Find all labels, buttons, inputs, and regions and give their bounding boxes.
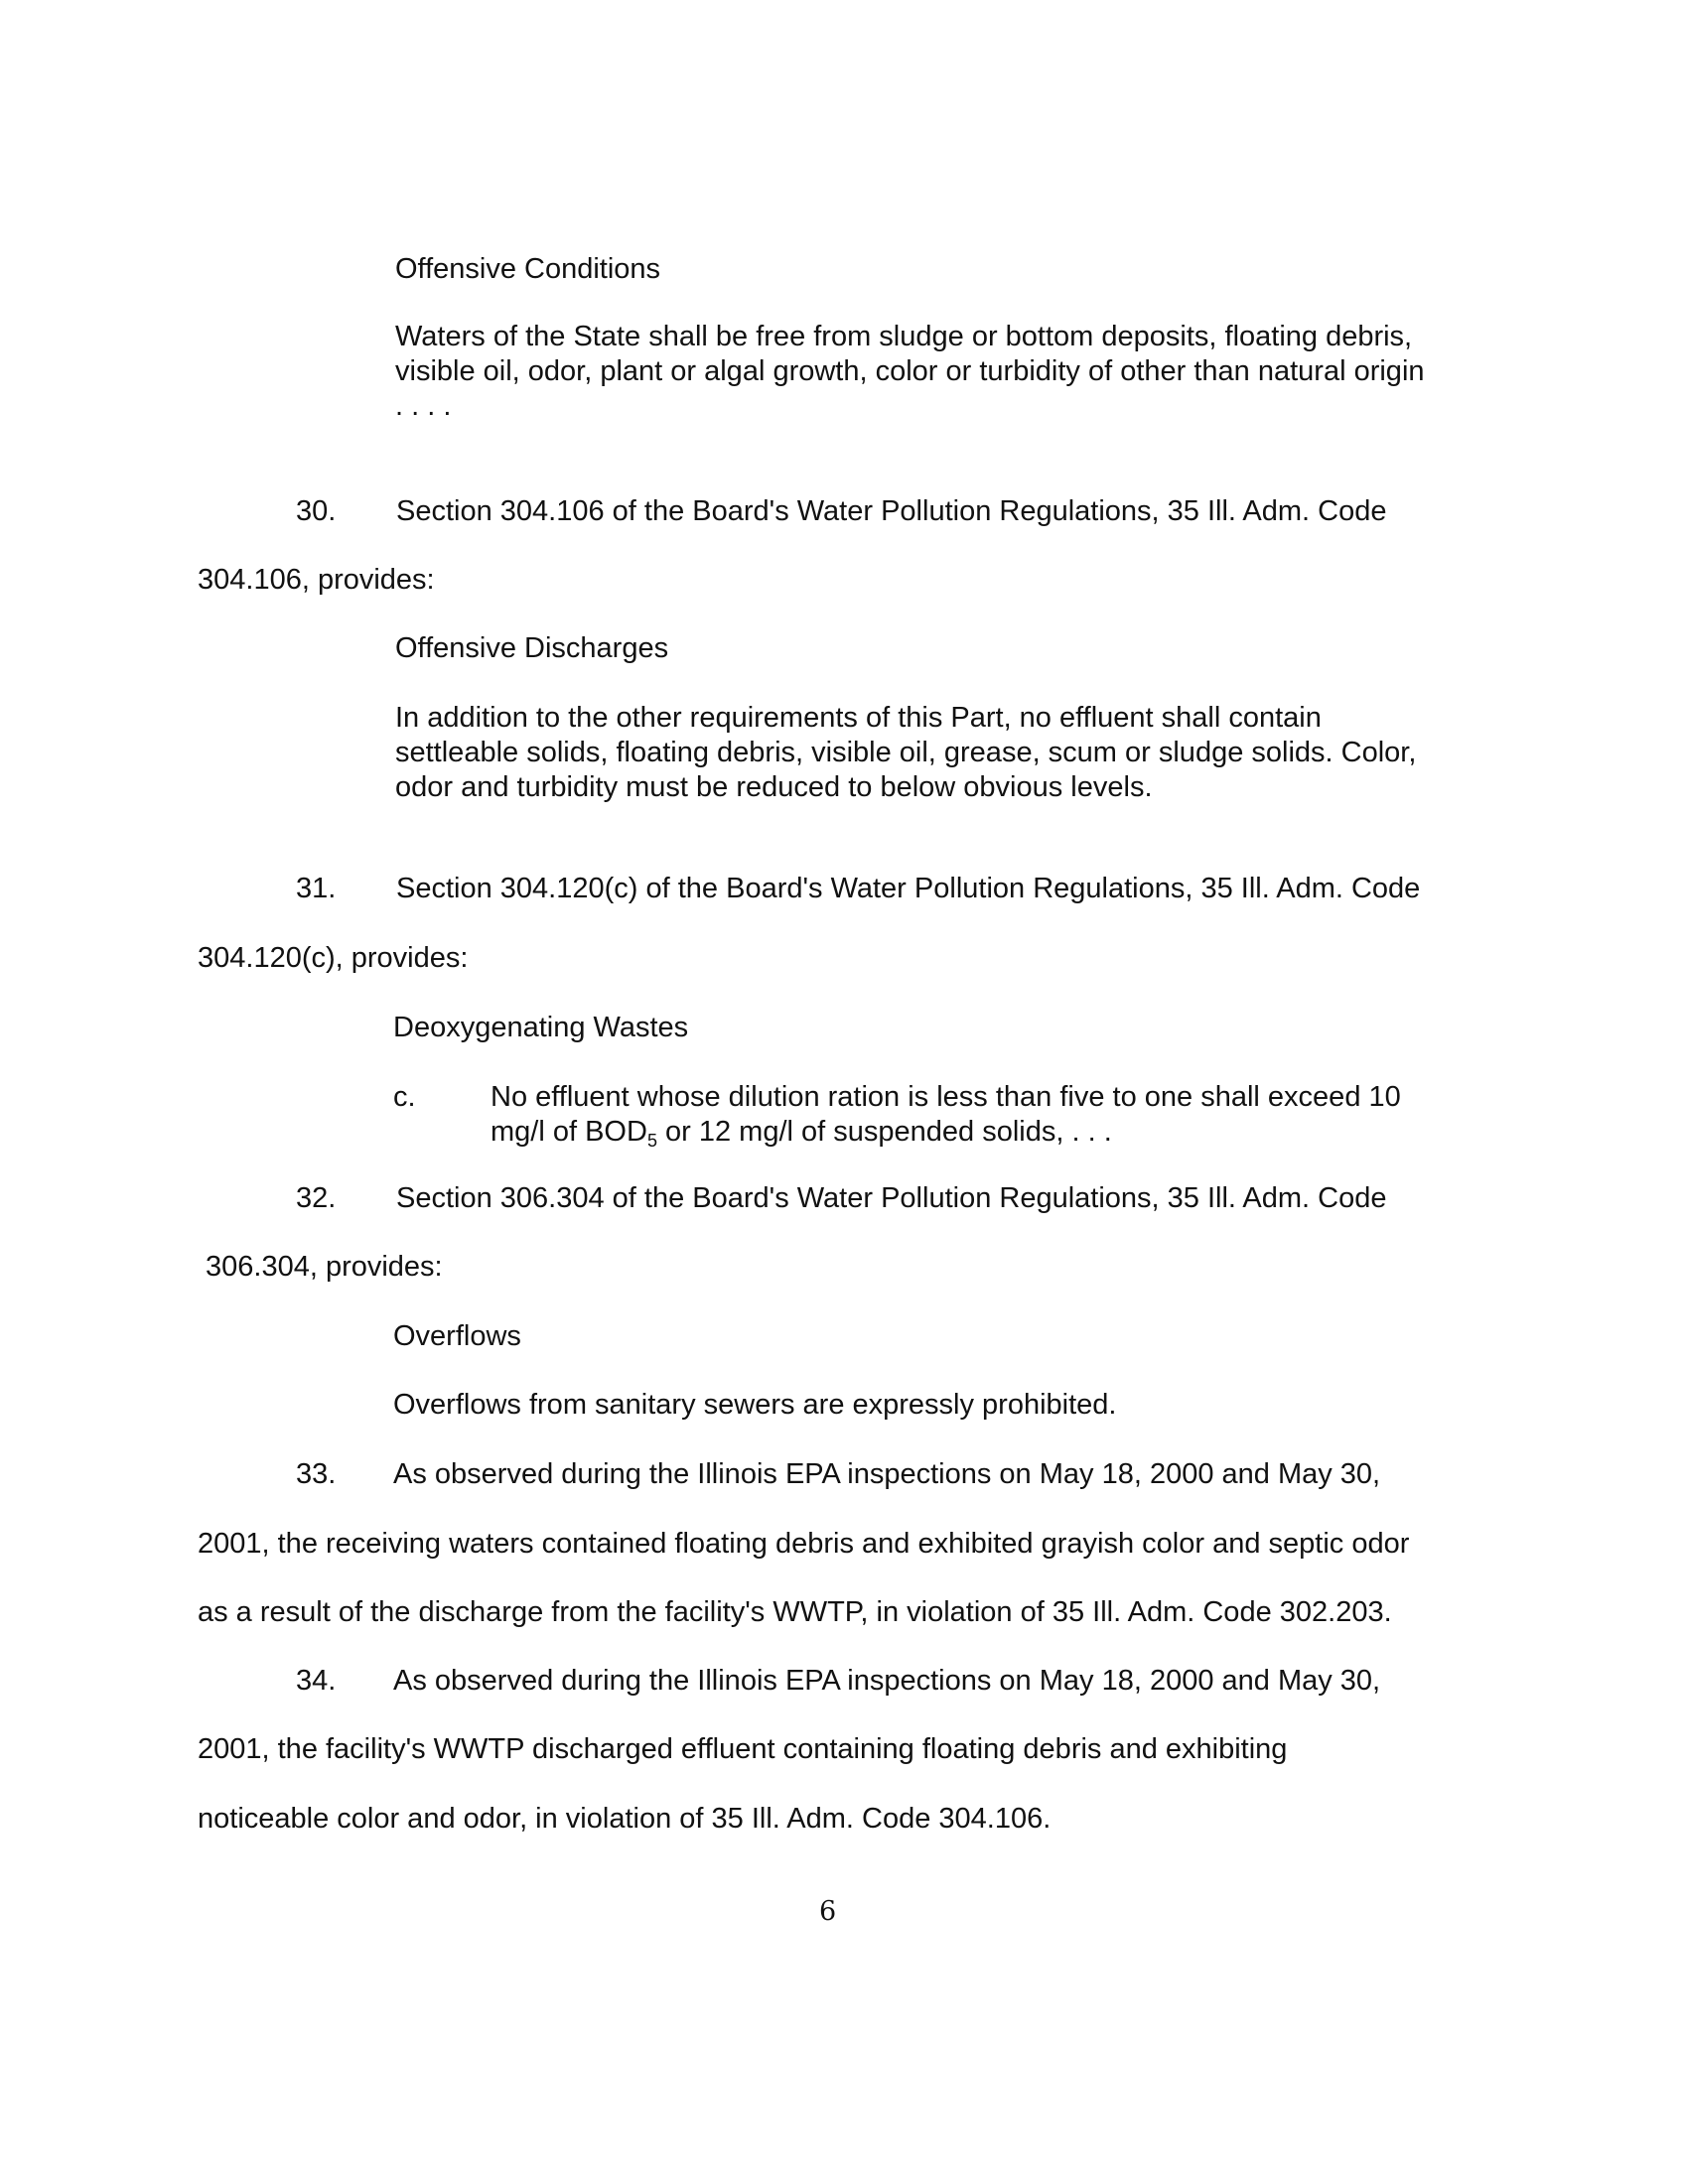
quote-body-overflows: Overflows from sanitary sewers are expressly prohibited. bbox=[393, 1389, 1117, 1421]
paragraph-32-line2: 306.304, provides: bbox=[206, 1251, 443, 1283]
quote-line: settleable solids, floating debris, visible oil, grease, scum or sludge solids. Color, bbox=[395, 737, 1417, 768]
paragraph-34-line3: noticeable color and odor, in violation of 35 Ill. Adm. Code 304.106. bbox=[198, 1803, 1052, 1835]
quote-line: In addition to the other requirements of this Part, no effluent shall contain bbox=[395, 702, 1322, 734]
paragraph-34-line1: As observed during the Illinois EPA inspections on May 18, 2000 and May 30, bbox=[393, 1665, 1381, 1697]
quote-item-c-body bbox=[491, 1080, 1401, 1150]
paragraph-31-line2: 304.120(c), provides: bbox=[198, 942, 469, 974]
quote-heading-offensive-conditions: Offensive Conditions bbox=[395, 253, 661, 285]
paragraph-34-line2: 2001, the facility's WWTP discharged effluent containing floating debris and exhibiting bbox=[198, 1733, 1288, 1765]
quote-line: odor and turbidity must be reduced to below obvious levels. bbox=[395, 771, 1153, 803]
paragraph-number-33: 33. bbox=[296, 1458, 337, 1490]
quote-heading-overflows: Overflows bbox=[393, 1320, 521, 1352]
quote-body-offensive-discharges bbox=[395, 701, 1416, 805]
quote-line: . . . . bbox=[395, 390, 452, 422]
quote-line: visible oil, odor, plant or algal growth, color or turbidity of other than natural origin bbox=[395, 355, 1425, 387]
quote-line-part: or 12 mg/l of suspended solids, . . . bbox=[656, 1116, 1112, 1148]
paragraph-number-34: 34. bbox=[296, 1665, 337, 1697]
quote-heading-offensive-discharges: Offensive Discharges bbox=[395, 632, 669, 664]
quote-line: Waters of the State shall be free from sludge or bottom deposits, floating debris, bbox=[395, 321, 1413, 352]
quote-body-offensive-conditions bbox=[395, 320, 1425, 424]
quote-line bbox=[491, 1115, 1401, 1150]
paragraph-30-line1: Section 304.106 of the Board's Water Pollution Regulations, 35 Ill. Adm. Code bbox=[396, 495, 1387, 527]
paragraph-number-31: 31. bbox=[296, 873, 337, 904]
paragraph-30-line2: 304.106, provides: bbox=[198, 564, 435, 596]
paragraph-31-line1: Section 304.120(c) of the Board's Water Pollution Regulations, 35 Ill. Adm. Code bbox=[396, 873, 1421, 904]
quote-line: No effluent whose dilution ration is less than five to one shall exceed 10 bbox=[491, 1081, 1401, 1113]
page-number: 6 bbox=[819, 1896, 837, 1927]
paragraph-33-line3: as a result of the discharge from the facility's WWTP, in violation of 35 Ill. Adm. Code 302.203. bbox=[198, 1596, 1392, 1628]
paragraph-number-32: 32. bbox=[296, 1182, 337, 1214]
quote-line-part: mg/l of BOD bbox=[491, 1116, 647, 1148]
paragraph-33-line2: 2001, the receiving waters contained floating debris and exhibited grayish color and septic odor bbox=[198, 1528, 1410, 1560]
subscript-5: 5 bbox=[646, 1131, 657, 1151]
paragraph-number-30: 30. bbox=[296, 495, 337, 527]
paragraph-33-line1: As observed during the Illinois EPA inspections on May 18, 2000 and May 30, bbox=[393, 1458, 1381, 1490]
quote-heading-deoxygenating-wastes: Deoxygenating Wastes bbox=[393, 1012, 689, 1043]
quote-item-label-c: c. bbox=[393, 1081, 416, 1113]
paragraph-32-line1: Section 306.304 of the Board's Water Pollution Regulations, 35 Ill. Adm. Code bbox=[396, 1182, 1387, 1214]
